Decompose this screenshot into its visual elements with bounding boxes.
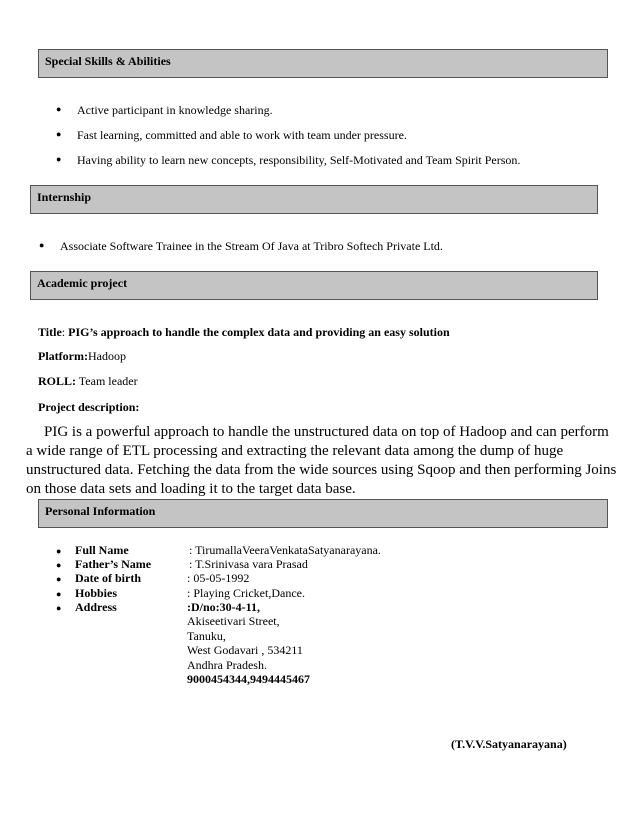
project-description-label: Project description:	[38, 400, 140, 414]
internship-heading-bar	[30, 185, 598, 214]
list-item: ● Associate Software Trainee in the Stream Of Java at Tribro Softech Private Ltd.	[39, 239, 443, 254]
internship-heading: Internship	[37, 190, 92, 204]
project-title: Title: PIG’s approach to handle the complex data and providing an easy solution	[38, 325, 450, 339]
address-line: Akiseetivari Street,	[187, 614, 280, 628]
internship-list	[39, 239, 443, 254]
personal-heading-bar	[38, 499, 608, 528]
phone-number: 9000454344,9494445467	[187, 672, 310, 686]
list-item: ● Having ability to learn new concepts, responsibility, Self-Motivated and Team Spirit Person.	[56, 153, 520, 168]
academic-heading: Academic project	[37, 276, 128, 290]
project-platform: Platform:Hadoop	[38, 349, 126, 363]
signature: (T.V.V.Satyanarayana)	[451, 737, 567, 751]
address-line: West Godavari , 534211	[187, 643, 303, 657]
skills-heading: Special Skills & Abilities	[45, 54, 171, 68]
skills-list	[56, 103, 520, 168]
skills-heading-bar	[38, 49, 608, 78]
list-item: ● Active participant in knowledge sharing.	[56, 103, 520, 118]
academic-heading-bar	[30, 271, 598, 300]
personal-heading: Personal Information	[45, 504, 156, 518]
list-item: ● Fast learning, committed and able to work with team under pressure.	[56, 128, 520, 143]
project-roll: ROLL: Team leader	[38, 374, 138, 388]
address-line: Andhra Pradesh.	[187, 658, 267, 672]
project-description: PIG is a powerful approach to handle the unstructured data on top of Hadoop and can perform a wide range of ETL processing and extracting the relevant data among the dump of huge unstructured data. Fetching the data from the wide sources using Sqoop and then performing Joins on those data sets and loading it to the target data base.	[26, 424, 617, 497]
address-line: Tanuku,	[187, 629, 226, 643]
